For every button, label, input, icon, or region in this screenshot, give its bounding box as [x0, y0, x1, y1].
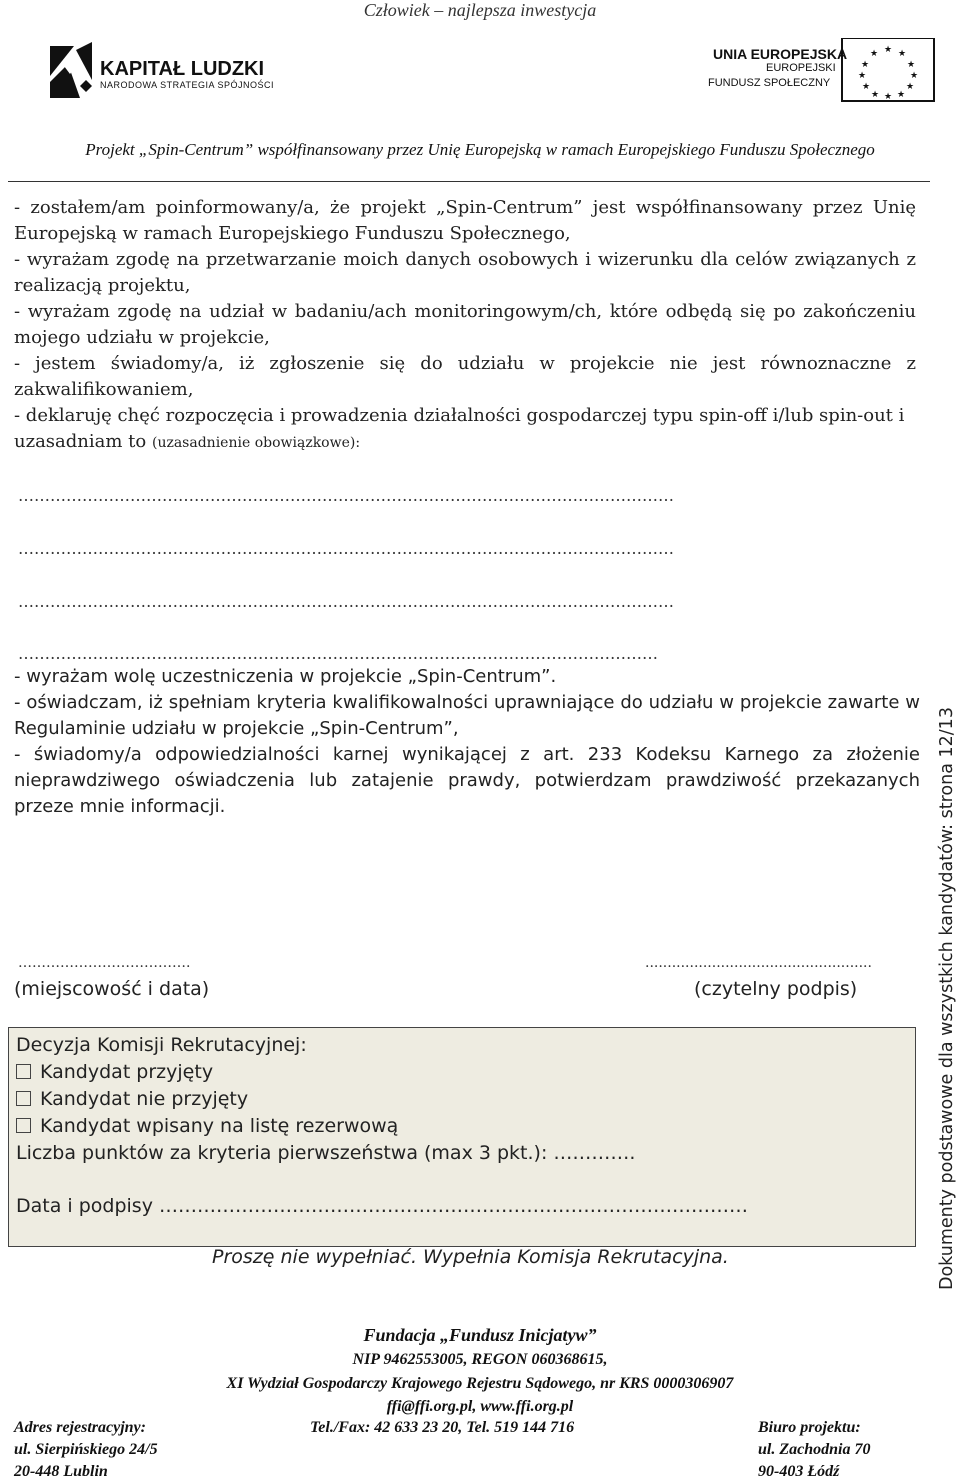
- justification-line-4[interactable]: …………………………………………………………………………………………………………: [18, 644, 658, 663]
- kapital-ludzki-subtitle: NARODOWA STRATEGIA SPÓJNOŚCI: [100, 80, 275, 90]
- declaration-no-guarantee: - jestem świadomy/a, iż zgłoszenie się do udziału w projekcie nie jest równoznaczne z zakwalifikowaniem,: [14, 353, 916, 400]
- footer-ids: NIP 9462553005, REGON 060368615,: [352, 1351, 608, 1368]
- project-line: Projekt „Spin-Centrum” współfinansowany przez Unię Europejską w ramach Europejskiego Funduszu Społecznego: [85, 140, 875, 159]
- svg-text:★: ★: [905, 82, 915, 92]
- option-accepted-label: Kandydat przyjęty: [40, 1061, 214, 1083]
- footer-office-street: ul. Zachodnia 70: [758, 1441, 871, 1458]
- svg-text:★: ★: [883, 92, 893, 102]
- footer-office-label: Biuro projektu:: [758, 1419, 861, 1436]
- participation-declarations: [14, 664, 920, 820]
- svg-text:★: ★: [860, 60, 870, 70]
- declaration-data-consent: - wyrażam zgodę na przetwarzanie moich danych osobowych i wizerunku dla celów związanych z realizacją projektu,: [14, 249, 916, 296]
- justification-line-2[interactable]: ……………………………………………………………………………………………………………: [18, 539, 674, 558]
- svg-text:★: ★: [896, 90, 906, 100]
- svg-text:★: ★: [869, 49, 879, 59]
- declaration-monitoring-consent: - wyrażam zgodę na udział w badaniu/ach monitoringowym/ch, które odbędą się po zakończeniu mojego udziału w projekcie,: [14, 301, 916, 348]
- signature-line[interactable]: ...................................................: [645, 955, 872, 971]
- option-accepted: [16, 1059, 748, 1086]
- place-date-label: (miejscowość i data): [14, 978, 210, 1000]
- footer-contact[interactable]: ffi@ffi.org.pl, www.ffi.org.pl: [386, 1398, 574, 1415]
- reserve-checkbox[interactable]: [16, 1118, 31, 1133]
- declaration-eligibility: - oświadczam, iż spełniam kryteria kwalifikowalności uprawniające do udziału w projekcie zawarte w Regulaminie udziału w projekcie „Spin-Centrum”,: [14, 692, 920, 739]
- footer-org: Fundacja „Fundusz Inicjatyw”: [363, 1325, 597, 1345]
- svg-text:★: ★: [906, 60, 916, 70]
- place-date-line[interactable]: ……………………………….: [18, 955, 191, 971]
- footer-reg-street: ul. Sierpińskiego 24/5: [14, 1441, 158, 1458]
- eu-logo-line3: FUNDUSZ SPOŁECZNY: [708, 77, 831, 89]
- footer-phone: Tel./Fax: 42 633 23 20, Tel. 519 144 716: [310, 1419, 575, 1436]
- svg-text:★: ★: [857, 71, 867, 81]
- justification-note: (uzasadnienie obowiązkowe):: [151, 435, 361, 451]
- footer-reg-label: Adres rejestracyjny:: [14, 1419, 146, 1436]
- justification-line-1[interactable]: ……………………………………………………………………………………………………………: [18, 486, 674, 505]
- committee-signatures: Data i podpisy …………………………………………………………………………………: [16, 1195, 748, 1217]
- declaration-spinoff: [14, 403, 916, 456]
- svg-text:★: ★: [870, 90, 880, 100]
- option-reserve-label: Kandydat wpisany na listę rezerwową: [40, 1115, 399, 1137]
- footer-court: XI Wydział Gospodarczy Krajowego Rejestru Sądowego, nr KRS 0000306907: [226, 1375, 734, 1392]
- kapital-ludzki-name: KAPITAŁ LUDZKI: [100, 58, 265, 80]
- signature-label: (czytelny podpis): [694, 978, 858, 1000]
- svg-text:★: ★: [897, 49, 907, 59]
- footer-office-city: 90-403 Łódź: [758, 1463, 840, 1480]
- committee-decision-content: [16, 1032, 748, 1220]
- header-divider: [8, 181, 930, 182]
- declaration-cofinanced: - zostałem/am poinformowany/a, że projekt „Spin-Centrum” jest współfinansowany przez Unię Europejską w ramach Europejskiego Funduszu Społecznego,: [14, 197, 916, 244]
- footer-reg-city: 20-448 Lublin: [14, 1463, 108, 1480]
- accepted-checkbox[interactable]: [16, 1064, 31, 1079]
- page-sidebar-label: Dokumenty podstawowe dla wszystkich kandydatów: strona 12/13: [937, 707, 957, 1290]
- declarations-block: [14, 195, 916, 456]
- eu-logo-line1: UNIA EUROPEJSKA: [713, 46, 848, 62]
- eu-logo-line2: EUROPEJSKI: [766, 62, 836, 74]
- option-rejected-label: Kandydat nie przyjęty: [40, 1088, 249, 1110]
- priority-points: Liczba punktów za kryteria pierwszeństwa (max 3 pkt.): ………….: [16, 1142, 636, 1164]
- justification-line-3[interactable]: ……………………………………………………………………………………………………………: [18, 592, 674, 611]
- declaration-spinoff-text: - deklaruję chęć rozpoczęcia i prowadzenia działalności gospodarczej typu spin-off i/lub spin-out i uzasadniam to: [14, 405, 905, 452]
- header-tagline: Człowiek – najlepsza inwestycja: [363, 0, 597, 20]
- committee-title: Decyzja Komisji Rekrutacyjnej:: [16, 1034, 307, 1056]
- svg-text:★: ★: [883, 45, 893, 55]
- option-reserve: [16, 1113, 748, 1140]
- declaration-criminal-liability: - świadomy/a odpowiedzialności karnej wynikającej z art. 233 Kodeksu Karnego za złożenie nieprawdziwego oświadczenia lub zatajenie prawdy, potwierdzam prawdziwość przekazanych przeze mnie informacji.: [14, 744, 920, 817]
- rejected-checkbox[interactable]: [16, 1091, 31, 1106]
- kapital-ludzki-emblem-icon: [40, 36, 100, 102]
- declaration-willingness: - wyrażam wolę uczestniczenia w projekcie „Spin-Centrum”.: [14, 666, 557, 687]
- svg-text:★: ★: [909, 71, 919, 81]
- option-rejected: [16, 1086, 748, 1113]
- svg-text:★: ★: [861, 82, 871, 92]
- committee-note: Proszę nie wypełniać. Wypełnia Komisja Rekrutacyjna.: [212, 1246, 729, 1268]
